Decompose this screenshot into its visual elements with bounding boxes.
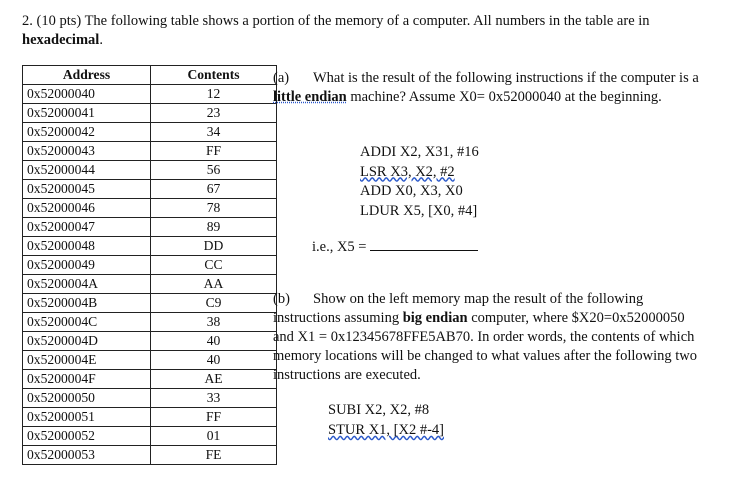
contents-cell: 67 <box>151 180 277 199</box>
table-row <box>23 332 277 351</box>
contents-cell: AE <box>151 370 277 389</box>
answer-blank[interactable] <box>370 238 478 251</box>
contents-cell: DD <box>151 237 277 256</box>
part-a-instruction: LDUR X5, [X0, #4] <box>360 202 478 219</box>
address-cell: 0x52000040 <box>23 85 151 104</box>
table-row <box>23 104 277 123</box>
table-row <box>23 199 277 218</box>
question-heading <box>22 12 712 50</box>
contents-cell: 40 <box>151 332 277 351</box>
part-b-emphasis: big endian <box>402 310 468 326</box>
table-row <box>23 389 277 408</box>
address-cell: 0x5200004F <box>23 370 151 389</box>
contents-cell: AA <box>151 275 277 294</box>
address-cell: 0x52000041 <box>23 104 151 123</box>
question-suffix: . <box>99 32 103 48</box>
table-row <box>23 446 277 465</box>
part-a-answer <box>312 238 478 256</box>
address-cell: 0x52000049 <box>23 256 151 275</box>
address-cell: 0x52000051 <box>23 408 151 427</box>
table-row <box>23 218 277 237</box>
question-emphasis: hexadecimal <box>22 32 100 48</box>
table-row <box>23 256 277 275</box>
table-row <box>23 85 277 104</box>
contents-cell: 78 <box>151 199 277 218</box>
table-row <box>23 142 277 161</box>
address-cell: 0x52000044 <box>23 161 151 180</box>
part-a-text-after: machine? Assume X0= 0x52000040 at the beginning. <box>350 89 662 105</box>
contents-cell: FF <box>151 408 277 427</box>
table-row <box>23 351 277 370</box>
part-b-instruction: SUBI X2, X2, #8 <box>328 402 430 418</box>
address-cell: 0x5200004C <box>23 313 151 332</box>
table-row <box>23 294 277 313</box>
table-header-row <box>23 66 277 85</box>
part-b-text-before: Show on the left memory map the result of the following instructions assuming <box>273 291 644 326</box>
contents-cell: 56 <box>151 161 277 180</box>
address-cell: 0x5200004A <box>23 275 151 294</box>
contents-cell: 34 <box>151 123 277 142</box>
header-address: Address <box>23 66 151 85</box>
part-a-instruction: ADDI X2, X31, #16 <box>360 144 479 160</box>
address-cell: 0x5200004B <box>23 294 151 313</box>
part-a-text <box>273 69 703 107</box>
part-a-instruction: LSR X3, X2, #2 <box>360 163 455 180</box>
contents-cell: 12 <box>151 85 277 104</box>
part-a-answer-prompt: i.e., X5 = <box>312 239 367 255</box>
address-cell: 0x52000048 <box>23 237 151 256</box>
address-cell: 0x52000042 <box>23 123 151 142</box>
part-a-text-before: What is the result of the following instructions if the computer is a <box>313 70 699 86</box>
address-cell: 0x52000043 <box>23 142 151 161</box>
address-cell: 0x52000050 <box>23 389 151 408</box>
contents-cell: 89 <box>151 218 277 237</box>
part-a-instruction: ADD X0, X3, X0 <box>360 183 463 199</box>
part-b-instruction: STUR X1, [X2 #-4] <box>328 422 444 438</box>
part-b-text <box>273 290 703 385</box>
table-row <box>23 370 277 389</box>
memory-table <box>22 65 277 465</box>
address-cell: 0x5200004D <box>23 332 151 351</box>
contents-cell: FF <box>151 142 277 161</box>
contents-cell: CC <box>151 256 277 275</box>
part-b-label: (b) <box>273 291 290 307</box>
address-cell: 0x5200004E <box>23 351 151 370</box>
address-cell: 0x52000053 <box>23 446 151 465</box>
table-row <box>23 161 277 180</box>
contents-cell: 23 <box>151 104 277 123</box>
contents-cell: C9 <box>151 294 277 313</box>
part-b-text-after: computer, where $X20=0x52000050 and X1 = 0x12345678FFE5AB70. In order words, the contents of which memory locations will be changed to what values after the following two instructions are executed. <box>273 310 698 383</box>
table-row <box>23 408 277 427</box>
part-a-emphasis: little endian <box>273 89 347 105</box>
table-row <box>23 123 277 142</box>
contents-cell: 40 <box>151 351 277 370</box>
header-contents: Contents <box>151 66 277 85</box>
question-prefix: 2. (10 pts) The following table shows a portion of the memory of a computer. All numbers in the table are in <box>22 13 650 29</box>
part-b-instructions <box>328 400 444 440</box>
contents-cell: 01 <box>151 427 277 446</box>
address-cell: 0x52000046 <box>23 199 151 218</box>
part-a-label: (a) <box>273 70 290 86</box>
table-row <box>23 313 277 332</box>
table-row <box>23 180 277 199</box>
table-row <box>23 237 277 256</box>
contents-cell: 38 <box>151 313 277 332</box>
address-cell: 0x52000052 <box>23 427 151 446</box>
contents-cell: FE <box>151 446 277 465</box>
part-a-instructions <box>360 143 479 221</box>
address-cell: 0x52000045 <box>23 180 151 199</box>
address-cell: 0x52000047 <box>23 218 151 237</box>
memory-table-body <box>23 85 277 465</box>
contents-cell: 33 <box>151 389 277 408</box>
table-row <box>23 275 277 294</box>
table-row <box>23 427 277 446</box>
